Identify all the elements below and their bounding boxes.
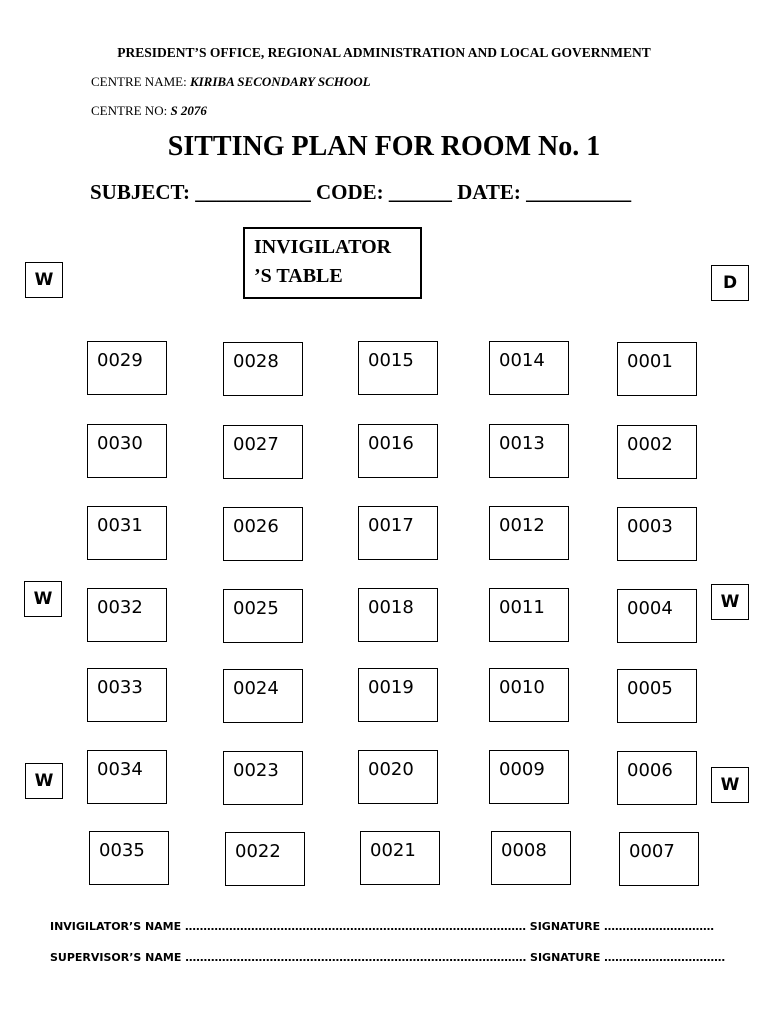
seat-box: 0018 <box>358 588 438 642</box>
seat-box: 0032 <box>87 588 167 642</box>
seat-box: 0013 <box>489 424 569 478</box>
seat-box: 0030 <box>87 424 167 478</box>
centre-name-value: KIRIBA SECONDARY SCHOOL <box>189 74 371 89</box>
seat-box: 0019 <box>358 668 438 722</box>
seat-box: 0023 <box>223 751 303 805</box>
seat-box: 0026 <box>223 507 303 561</box>
invigilator-table-line2: ’S TABLE <box>254 265 343 287</box>
seat-box: 0024 <box>223 669 303 723</box>
seat-box: 0034 <box>87 750 167 804</box>
seat-box: 0027 <box>223 425 303 479</box>
seat-box: 0001 <box>617 342 697 396</box>
centre-name-line <box>91 74 371 90</box>
seat-box: 0021 <box>360 831 440 885</box>
seat-box: 0022 <box>225 832 305 886</box>
seat-box: 0012 <box>489 506 569 560</box>
window-marker: W <box>25 763 63 799</box>
supervisor-signature-line: SUPERVISOR’S NAME ………………………………………………………………………………… SIGNATURE …………………………… <box>50 951 726 964</box>
page-title: SITTING PLAN FOR ROOM No. 1 <box>167 131 601 162</box>
centre-name-label: CENTRE NAME: <box>91 74 187 89</box>
window-marker: W <box>24 581 62 617</box>
seat-box: 0003 <box>617 507 697 561</box>
seat-box: 0031 <box>87 506 167 560</box>
seat-box: 0028 <box>223 342 303 396</box>
seat-box: 0006 <box>617 751 697 805</box>
centre-no-value: S 2076 <box>170 103 207 118</box>
seat-box: 0002 <box>617 425 697 479</box>
window-marker: W <box>711 584 749 620</box>
seat-box: 0025 <box>223 589 303 643</box>
seat-box: 0011 <box>489 588 569 642</box>
seat-box: 0009 <box>489 750 569 804</box>
seat-box: 0015 <box>358 341 438 395</box>
seat-box: 0020 <box>358 750 438 804</box>
seat-box: 0014 <box>489 341 569 395</box>
office-header: PRESIDENT’S OFFICE, REGIONAL ADMINISTRATION AND LOCAL GOVERNMENT <box>117 45 651 60</box>
seat-box: 0033 <box>87 668 167 722</box>
invigilator-table-line1: INVIGILATOR <box>254 236 392 258</box>
window-marker: W <box>25 262 63 298</box>
invigilator-signature-line: INVIGILATOR’S NAME ………………………………………………………………………………… SIGNATURE ………………………… <box>50 920 714 933</box>
seat-box: 0017 <box>358 506 438 560</box>
seat-box: 0035 <box>89 831 169 885</box>
seat-box: 0029 <box>87 341 167 395</box>
subject-code-date-line: SUBJECT: ___________ CODE: ______ DATE: __________ <box>90 180 632 204</box>
invigilator-table <box>243 227 422 299</box>
seat-box: 0010 <box>489 668 569 722</box>
window-marker: W <box>711 767 749 803</box>
centre-no-line <box>91 103 207 119</box>
seat-box: 0004 <box>617 589 697 643</box>
centre-no-label: CENTRE NO: <box>91 103 168 118</box>
seat-box: 0005 <box>617 669 697 723</box>
seat-box: 0007 <box>619 832 699 886</box>
seat-box: 0008 <box>491 831 571 885</box>
door-marker: D <box>711 265 749 301</box>
seat-box: 0016 <box>358 424 438 478</box>
